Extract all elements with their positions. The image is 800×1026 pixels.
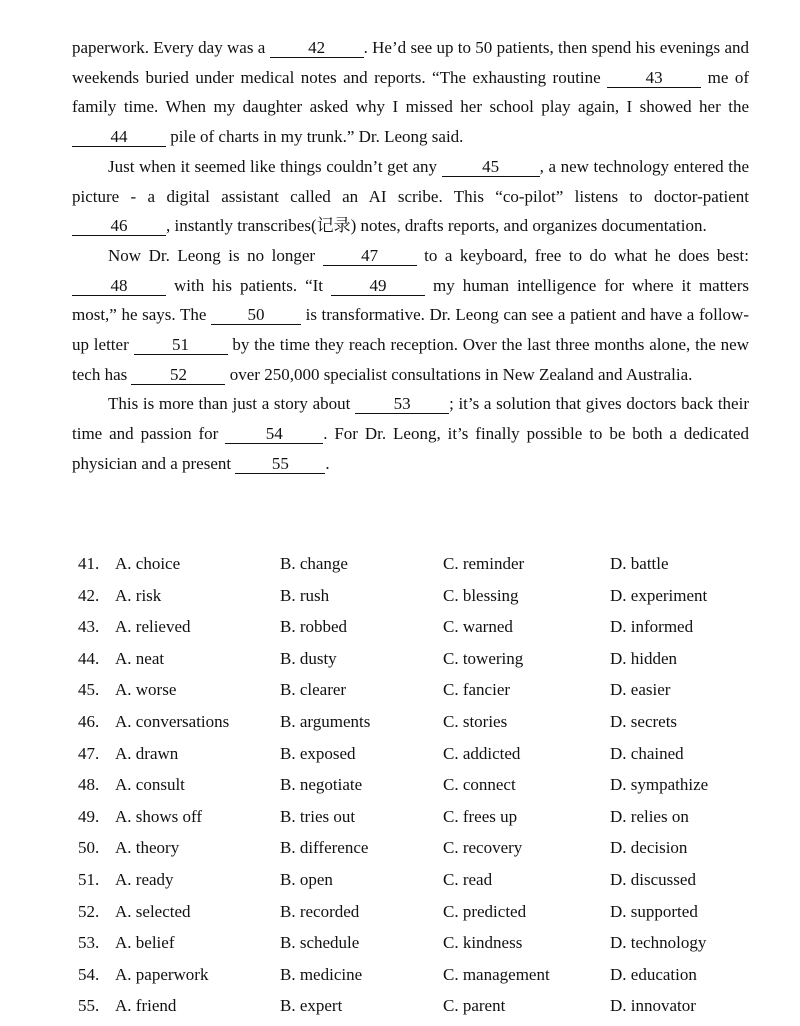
option-d[interactable]: D. experiment <box>610 585 708 605</box>
option-d[interactable]: D. informed <box>610 617 694 637</box>
passage-text: , a new technology entered the picture - a digital assistant called an AI scribe. This “co-pilot” listens to doctor-patient <box>72 156 749 206</box>
option-d[interactable]: D. supported <box>610 901 698 921</box>
question-number: 45. <box>78 680 100 700</box>
question-row-50 <box>78 832 778 864</box>
passage-text: paperwork. Every day was a <box>72 38 270 57</box>
passage-text: Just when it seemed like things couldn’t get any <box>108 156 442 176</box>
option-c[interactable]: C. kindness <box>443 933 523 953</box>
option-a[interactable]: A. shows off <box>115 806 203 826</box>
passage-paragraph-3 <box>72 241 749 390</box>
option-c[interactable]: C. management <box>443 964 550 984</box>
option-b[interactable]: B. rush <box>280 585 330 605</box>
passage-text: This is more than just a story about <box>108 394 356 414</box>
question-number: 54. <box>78 964 100 984</box>
question-row-43 <box>78 611 778 643</box>
option-d[interactable]: D. sympathize <box>610 775 709 795</box>
option-a[interactable]: A. worse <box>115 680 177 700</box>
blank-53: 53 <box>355 395 449 414</box>
question-number: 49. <box>78 806 100 826</box>
question-row-46 <box>78 706 778 738</box>
option-d[interactable]: D. hidden <box>610 648 678 668</box>
option-c[interactable]: C. reminder <box>443 554 525 573</box>
option-b[interactable]: B. tries out <box>280 806 356 826</box>
option-a[interactable]: A. relieved <box>115 617 191 637</box>
blank-45: 45 <box>442 158 540 177</box>
blank-44: 44 <box>72 128 166 147</box>
option-c[interactable]: C. connect <box>443 775 516 795</box>
option-a[interactable]: A. ready <box>115 869 174 889</box>
option-b[interactable]: B. change <box>280 554 348 573</box>
option-c[interactable]: C. parent <box>443 996 506 1016</box>
option-b[interactable]: B. recorded <box>280 901 360 921</box>
passage-text: over 250,000 specialist consultations in New Zealand and Australia. <box>225 364 693 384</box>
passage-text: . For Dr. Leong, it’s finally possible to be both a dedicated physician and a present <box>72 424 749 473</box>
option-d[interactable]: D. discussed <box>610 869 696 889</box>
question-number: 47. <box>78 743 100 763</box>
question-row-44 <box>78 643 778 675</box>
question-number: 44. <box>78 648 100 668</box>
blank-47: 47 <box>323 247 417 266</box>
option-b[interactable]: B. dusty <box>280 648 337 668</box>
option-c[interactable]: C. warned <box>443 617 513 637</box>
option-b[interactable]: B. schedule <box>280 933 360 953</box>
passage-paragraph-4 <box>72 389 749 478</box>
question-number: 52. <box>78 901 100 921</box>
option-c[interactable]: C. read <box>443 869 493 889</box>
option-a[interactable]: A. neat <box>115 648 165 668</box>
blank-46: 46 <box>72 217 166 236</box>
option-c[interactable]: C. frees up <box>443 806 518 826</box>
option-c[interactable]: C. recovery <box>443 838 523 858</box>
blank-48: 48 <box>72 277 166 296</box>
option-c[interactable]: C. fancier <box>443 680 511 700</box>
blank-43: 43 <box>607 69 701 88</box>
option-a[interactable]: A. choice <box>115 554 181 573</box>
option-d[interactable]: D. easier <box>610 680 671 700</box>
option-b[interactable]: B. expert <box>280 996 343 1016</box>
option-a[interactable]: A. belief <box>115 933 175 953</box>
option-c[interactable]: C. blessing <box>443 585 519 605</box>
passage-text: pile of charts in my trunk.” Dr. Leong said. <box>166 127 464 147</box>
question-row-52 <box>78 896 778 928</box>
option-d[interactable]: D. decision <box>610 838 688 858</box>
option-d[interactable]: D. relies on <box>610 806 689 826</box>
question-row-51 <box>78 864 778 896</box>
question-row-55 <box>78 990 778 1022</box>
blank-54: 54 <box>225 425 323 444</box>
option-a[interactable]: A. risk <box>115 585 162 605</box>
question-row-54 <box>78 959 778 991</box>
blank-55: 55 <box>235 455 325 474</box>
passage-text: . <box>325 453 330 473</box>
question-row-48 <box>78 769 778 801</box>
question-number: 43. <box>78 617 100 637</box>
passage-text: Now Dr. Leong is no longer <box>108 245 323 265</box>
blank-50: 50 <box>211 306 301 325</box>
option-b[interactable]: B. medicine <box>280 964 363 984</box>
passage-paragraph-1 <box>72 33 749 152</box>
option-c[interactable]: C. addicted <box>443 743 521 763</box>
passage-text: by the time they reach reception. Over the last three months alone, the new tech has <box>72 335 749 384</box>
question-row-41 <box>78 548 778 580</box>
option-b[interactable]: B. arguments <box>280 711 371 731</box>
question-number: 55. <box>78 996 100 1016</box>
question-number: 50. <box>78 838 100 858</box>
option-b[interactable]: B. robbed <box>280 617 348 637</box>
question-row-47 <box>78 738 778 770</box>
blank-51: 51 <box>134 336 228 355</box>
option-a[interactable]: A. selected <box>115 901 191 921</box>
option-a[interactable]: A. theory <box>115 838 180 858</box>
cloze-passage <box>72 33 749 479</box>
blank-52: 52 <box>131 366 225 385</box>
option-b[interactable]: B. difference <box>280 838 369 858</box>
option-a[interactable]: A. drawn <box>115 743 179 763</box>
passage-paragraph-2 <box>72 152 749 241</box>
option-a[interactable]: A. consult <box>115 775 185 795</box>
option-b[interactable]: B. open <box>280 869 333 889</box>
question-number: 46. <box>78 711 100 731</box>
blank-42: 42 <box>270 39 364 58</box>
option-d[interactable]: D. education <box>610 964 697 984</box>
option-a[interactable]: A. conversations <box>115 711 230 731</box>
question-row-45 <box>78 674 778 706</box>
option-c[interactable]: C. towering <box>443 648 524 668</box>
question-number: 53. <box>78 933 100 953</box>
option-c[interactable]: C. predicted <box>443 901 527 921</box>
option-a[interactable]: A. friend <box>115 996 177 1016</box>
passage-text: to a keyboard, free to do what he does best: <box>416 245 749 265</box>
option-d[interactable]: D. battle <box>610 554 669 573</box>
option-d[interactable]: D. secrets <box>610 711 678 731</box>
question-row-42 <box>78 580 778 612</box>
question-row-49 <box>78 801 778 833</box>
passage-text: me of family time. When my daughter asked why I missed her school play again, I showed her the <box>72 67 749 117</box>
option-b[interactable]: B. negotiate <box>280 775 363 795</box>
question-row-53 <box>78 927 778 959</box>
blank-49: 49 <box>331 277 425 296</box>
option-c[interactable]: C. stories <box>443 711 508 731</box>
question-number: 48. <box>78 775 100 795</box>
option-b[interactable]: B. exposed <box>280 743 356 763</box>
question-number: 42. <box>78 585 100 605</box>
passage-text: my human intelligence for where it matters most,” he says. The <box>72 275 749 325</box>
option-b[interactable]: B. clearer <box>280 680 347 700</box>
passage-text: , instantly transcribes(记录) notes, drafts reports, and organizes documentation. <box>166 216 707 236</box>
option-a[interactable]: A. paperwork <box>115 964 209 984</box>
passage-text: . He’d see up to 50 patients, then spend his evenings and weekends buried under medical notes and reports. “The exhausting routine <box>72 38 749 87</box>
answer-options <box>78 548 778 1022</box>
option-d[interactable]: D. technology <box>610 933 707 953</box>
question-number: 51. <box>78 869 100 889</box>
passage-text: is transformative. Dr. Leong can see a patient and have a follow-up letter <box>72 305 749 355</box>
passage-text: ; it’s a solution that gives doctors back their time and passion for <box>72 394 749 444</box>
question-number: 41. <box>78 554 100 573</box>
option-d[interactable]: D. chained <box>610 743 684 763</box>
option-d[interactable]: D. innovator <box>610 996 696 1016</box>
passage-text: with his patients. “It <box>166 275 332 295</box>
